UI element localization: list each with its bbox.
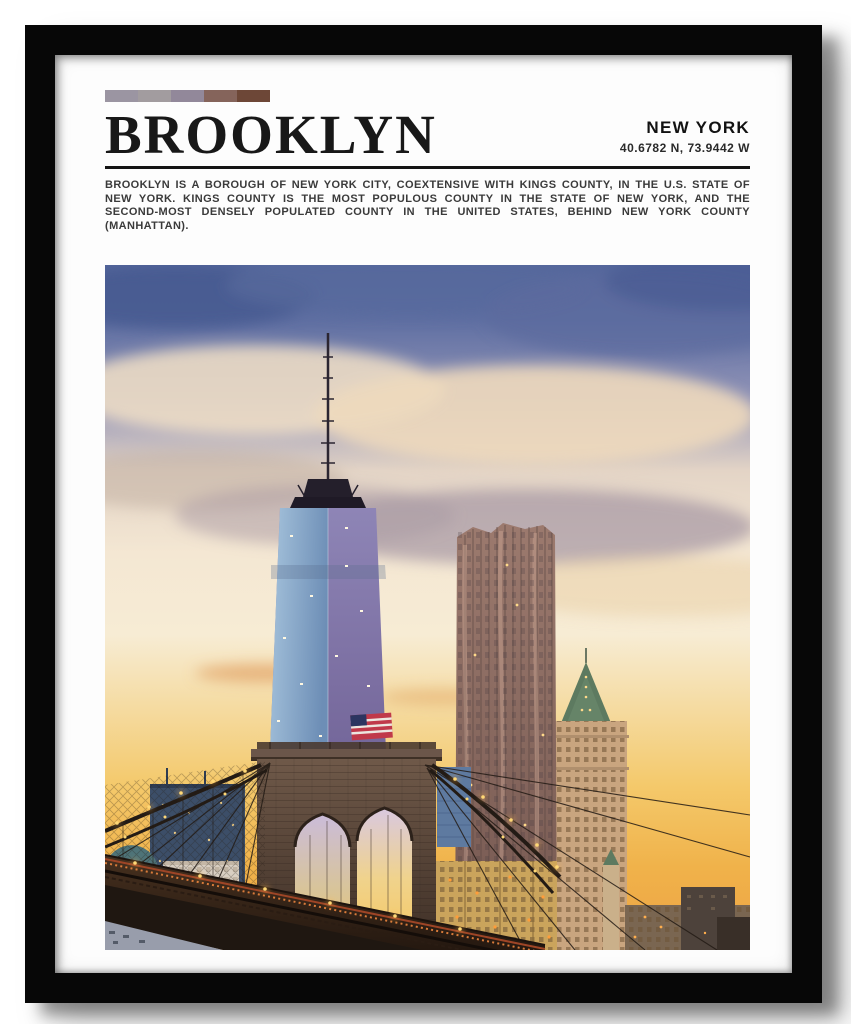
palette-swatch bbox=[105, 90, 138, 102]
poster-content bbox=[105, 90, 750, 950]
american-flag bbox=[350, 713, 393, 741]
header-divider bbox=[105, 166, 750, 169]
skyline-photo bbox=[105, 265, 750, 950]
poster-title: BROOKLYN bbox=[105, 104, 437, 165]
poster-mat bbox=[55, 55, 792, 973]
location-block bbox=[620, 118, 750, 161]
picture-frame bbox=[25, 25, 822, 1003]
location-name: NEW YORK bbox=[646, 118, 750, 137]
palette-swatch bbox=[138, 90, 171, 102]
palette-strip bbox=[105, 90, 270, 102]
palette-swatch bbox=[171, 90, 204, 102]
palette-swatch bbox=[237, 90, 270, 102]
poster-header bbox=[105, 104, 750, 165]
location-coordinates: 40.6782 N, 73.9442 W bbox=[619, 141, 750, 155]
poster-description: BROOKLYN IS A BOROUGH OF NEW YORK CITY, COEXTENSIVE WITH KINGS COUNTY, IN THE U.S. STATE OF NEW YORK. KINGS COUNTY IS THE MOST POPULOUS COUNTY IN THE STATE OF NEW YORK, AND THE SECOND-MOST DENSELY POPULATED COUNTY IN THE UNITED STATES, BEHIND NEW YORK COUNTY (MANHATTAN). bbox=[105, 179, 750, 232]
palette-swatch bbox=[204, 90, 237, 102]
